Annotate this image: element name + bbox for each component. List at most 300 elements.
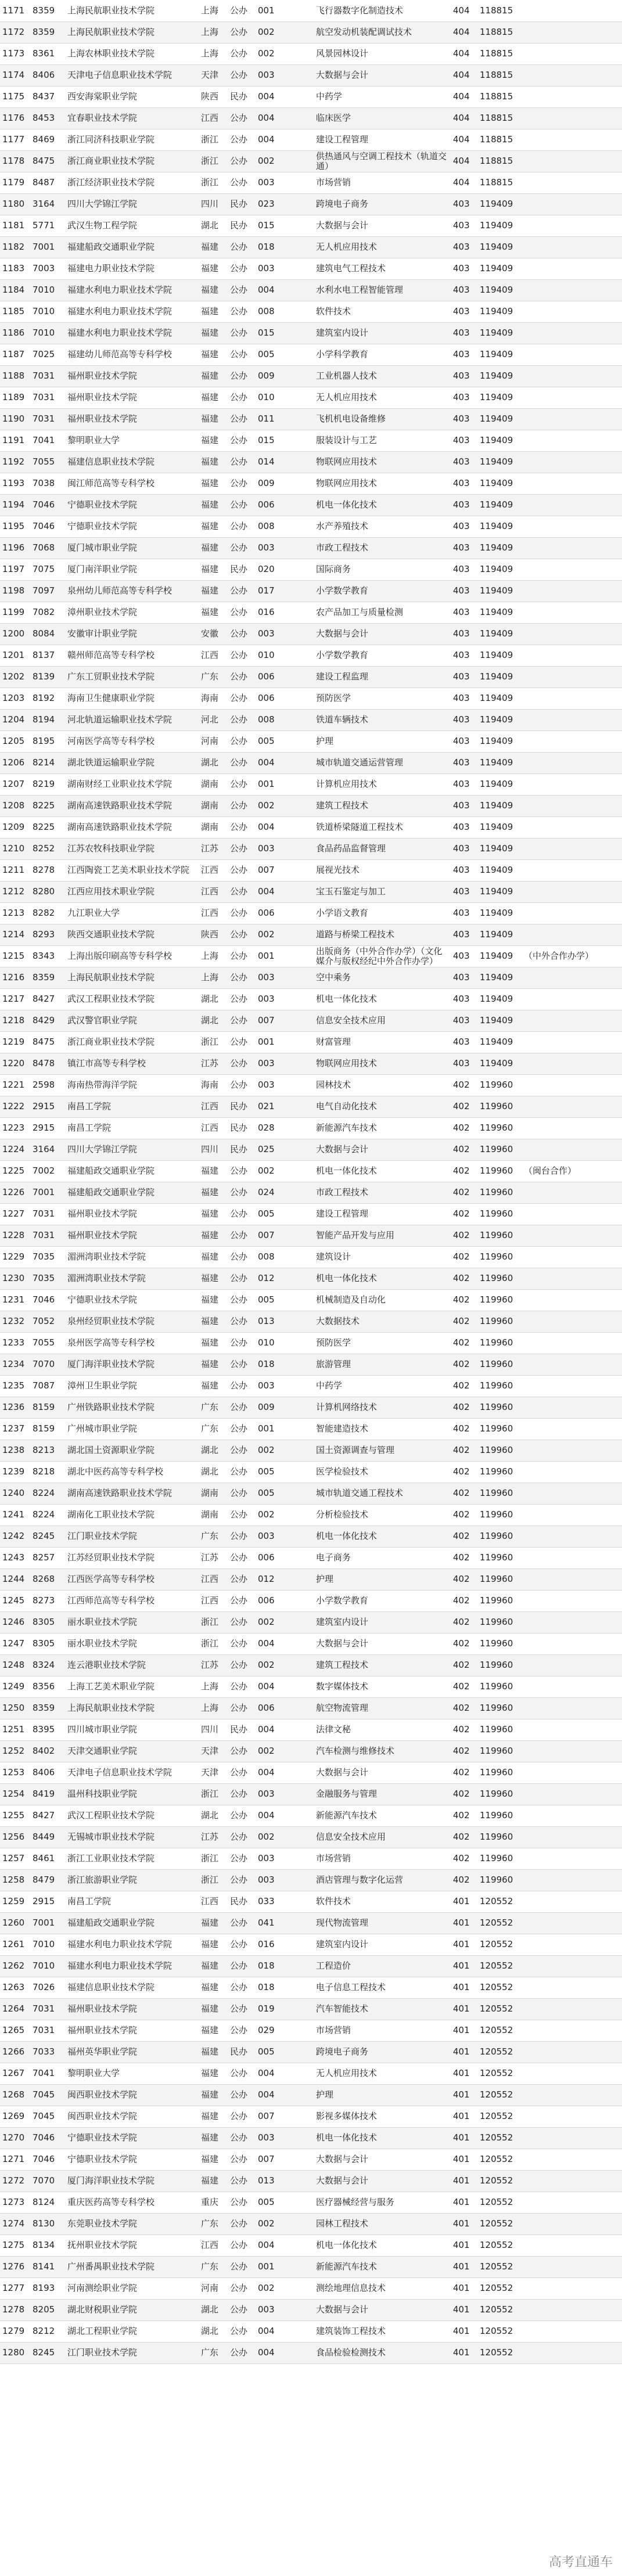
cell-ownership: 公办 (228, 408, 256, 430)
cell-school-code: 8141 (30, 2256, 65, 2278)
cell-note (522, 2256, 622, 2278)
cell-province: 湖北 (199, 215, 228, 236)
cell-ownership: 公办 (228, 2320, 256, 2342)
cell-province: 浙江 (199, 1848, 228, 1869)
cell-row-index: 1270 (0, 2127, 30, 2149)
cell-province: 江西 (199, 1117, 228, 1139)
cell-rank: 119409 (477, 988, 522, 1010)
cell-school-name: 湖北中医药高等专科学校 (65, 1461, 199, 1483)
cell-row-index: 1196 (0, 537, 30, 559)
cell-note (522, 1826, 622, 1848)
cell-school-name: 上海出版印刷高等专科学校 (65, 945, 199, 967)
cell-major-code: 001 (256, 1418, 314, 1440)
cell-row-index: 1218 (0, 1010, 30, 1031)
cell-major-name: 小学数学教育 (314, 645, 451, 666)
cell-major-code: 004 (256, 129, 314, 150)
cell-rank: 120552 (477, 2256, 522, 2278)
cell-row-index: 1256 (0, 1826, 30, 1848)
cell-school-name: 四川城市职业学院 (65, 1719, 199, 1740)
cell-major-name: 建设工程管理 (314, 129, 451, 150)
cell-school-code: 8124 (30, 2192, 65, 2213)
cell-province: 浙江 (199, 129, 228, 150)
cell-major-name: 飞行器数字化制造技术 (314, 0, 451, 21)
cell-school-code: 8361 (30, 43, 65, 64)
cell-school-code: 7068 (30, 537, 65, 559)
cell-major-code: 010 (256, 387, 314, 408)
cell-major-name: 汽车智能技术 (314, 1998, 451, 2020)
cell-school-name: 厦门南洋职业学院 (65, 559, 199, 580)
cell-school-name: 湖北国土资源职业学院 (65, 1440, 199, 1461)
cell-score: 401 (451, 2256, 477, 2278)
cell-province: 福建 (199, 258, 228, 279)
cell-ownership: 民办 (228, 86, 256, 107)
cell-province: 福建 (199, 1160, 228, 1182)
cell-score: 402 (451, 1848, 477, 1869)
cell-school-name: 赣州师范高等专科学校 (65, 645, 199, 666)
table-row (0, 1654, 622, 1676)
cell-province: 上海 (199, 1697, 228, 1719)
cell-note (522, 1934, 622, 1955)
cell-province: 江苏 (199, 1053, 228, 1074)
cell-province: 江西 (199, 859, 228, 881)
cell-rank: 119409 (477, 430, 522, 451)
cell-ownership: 公办 (228, 43, 256, 64)
cell-rank: 119409 (477, 731, 522, 752)
table-row (0, 2278, 622, 2299)
cell-row-index: 1216 (0, 967, 30, 988)
cell-school-name: 广州铁路职业技术学院 (65, 1397, 199, 1418)
cell-row-index: 1258 (0, 1869, 30, 1891)
cell-school-code: 7046 (30, 516, 65, 537)
cell-school-name: 广东工贸职业技术学院 (65, 666, 199, 688)
cell-school-code: 7031 (30, 408, 65, 430)
cell-major-code: 033 (256, 1891, 314, 1912)
cell-note (522, 709, 622, 731)
cell-province: 湖北 (199, 1805, 228, 1826)
cell-major-code: 003 (256, 1053, 314, 1074)
cell-major-name: 预防医学 (314, 1332, 451, 1354)
cell-score: 403 (451, 602, 477, 623)
cell-row-index: 1175 (0, 86, 30, 107)
cell-row-index: 1230 (0, 1268, 30, 1289)
cell-ownership: 公办 (228, 902, 256, 924)
cell-score: 402 (451, 1182, 477, 1203)
cell-major-code: 005 (256, 1289, 314, 1311)
cell-major-code: 002 (256, 1740, 314, 1762)
cell-major-name: 旅游管理 (314, 1354, 451, 1375)
cell-province: 福建 (199, 559, 228, 580)
cell-note (522, 795, 622, 816)
cell-ownership: 公办 (228, 1912, 256, 1934)
cell-school-name: 丽水职业技术学院 (65, 1611, 199, 1633)
cell-school-code: 8469 (30, 129, 65, 150)
cell-ownership: 公办 (228, 1160, 256, 1182)
cell-school-name: 上海民航职业技术学院 (65, 0, 199, 21)
cell-rank: 119960 (477, 1268, 522, 1289)
cell-note (522, 666, 622, 688)
cell-ownership: 公办 (228, 1504, 256, 1526)
cell-rank: 119409 (477, 773, 522, 795)
table-row (0, 688, 622, 709)
cell-score: 404 (451, 129, 477, 150)
cell-major-code: 004 (256, 2235, 314, 2256)
cell-row-index: 1252 (0, 1740, 30, 1762)
cell-school-name: 福州职业技术学院 (65, 408, 199, 430)
cell-note (522, 1869, 622, 1891)
table-row (0, 1461, 622, 1483)
cell-province: 广东 (199, 2256, 228, 2278)
watermark-text: 高考直通车 (548, 2555, 613, 2570)
cell-province: 广东 (199, 1418, 228, 1440)
cell-ownership: 公办 (228, 688, 256, 709)
cell-note (522, 1590, 622, 1611)
cell-note (522, 2127, 622, 2149)
cell-score: 403 (451, 451, 477, 473)
cell-note (522, 301, 622, 322)
cell-score: 402 (451, 1268, 477, 1289)
cell-row-index: 1232 (0, 1311, 30, 1332)
cell-school-code: 8245 (30, 2342, 65, 2363)
cell-province: 福建 (199, 1332, 228, 1354)
cell-ownership: 公办 (228, 1526, 256, 1547)
cell-province: 湖北 (199, 1010, 228, 1031)
cell-row-index: 1197 (0, 559, 30, 580)
cell-rank: 119960 (477, 1654, 522, 1676)
cell-major-name: 铁道桥梁隧道工程技术 (314, 816, 451, 838)
cell-ownership: 公办 (228, 1268, 256, 1289)
cell-major-name: 测绘地理信息技术 (314, 2278, 451, 2299)
table-row (0, 1268, 622, 1289)
cell-rank: 120552 (477, 2106, 522, 2127)
cell-ownership: 公办 (228, 2278, 256, 2299)
cell-school-code: 7035 (30, 1268, 65, 1289)
cell-note (522, 1568, 622, 1590)
cell-school-name: 湄洲湾职业技术学院 (65, 1268, 199, 1289)
cell-major-name: 机电一体化技术 (314, 988, 451, 1010)
cell-province: 福建 (199, 2020, 228, 2041)
cell-ownership: 公办 (228, 1611, 256, 1633)
cell-rank: 119960 (477, 1182, 522, 1203)
cell-ownership: 公办 (228, 344, 256, 365)
cell-major-code: 014 (256, 451, 314, 473)
cell-score: 403 (451, 688, 477, 709)
cell-score: 404 (451, 64, 477, 86)
table-row (0, 473, 622, 494)
cell-row-index: 1225 (0, 1160, 30, 1182)
cell-note (522, 1891, 622, 1912)
cell-ownership: 公办 (228, 473, 256, 494)
cell-major-code: 011 (256, 408, 314, 430)
cell-rank: 119960 (477, 1160, 522, 1182)
cell-note (522, 430, 622, 451)
cell-major-name: 影视多媒体技术 (314, 2106, 451, 2127)
cell-score: 403 (451, 279, 477, 301)
cell-school-name: 福建水利电力职业技术学院 (65, 1955, 199, 1977)
cell-score: 403 (451, 516, 477, 537)
cell-rank: 118815 (477, 129, 522, 150)
cell-major-code: 005 (256, 2192, 314, 2213)
cell-major-name: 建筑工程技术 (314, 1654, 451, 1676)
cell-rank: 119409 (477, 301, 522, 322)
cell-school-name: 福州职业技术学院 (65, 1998, 199, 2020)
cell-rank: 119960 (477, 1590, 522, 1611)
cell-school-name: 福建船政交通职业学院 (65, 236, 199, 258)
cell-school-code: 7087 (30, 1375, 65, 1397)
table-row (0, 1031, 622, 1053)
cell-major-code: 005 (256, 344, 314, 365)
cell-ownership: 公办 (228, 516, 256, 537)
cell-major-code: 001 (256, 2256, 314, 2278)
cell-school-name: 泉州医学高等专科学校 (65, 1332, 199, 1354)
cell-major-name: 机电一体化技术 (314, 2127, 451, 2149)
cell-school-name: 福州英华职业学院 (65, 2041, 199, 2063)
cell-school-code: 7041 (30, 2063, 65, 2084)
cell-note (522, 602, 622, 623)
cell-school-code: 8293 (30, 924, 65, 945)
cell-score: 401 (451, 2106, 477, 2127)
cell-row-index: 1260 (0, 1912, 30, 1934)
cell-school-name: 湖南高速铁路职业技术学院 (65, 795, 199, 816)
cell-score: 402 (451, 1160, 477, 1182)
cell-ownership: 公办 (228, 1311, 256, 1332)
cell-row-index: 1172 (0, 21, 30, 43)
cell-school-name: 海南卫生健康职业学院 (65, 688, 199, 709)
cell-score: 401 (451, 2020, 477, 2041)
cell-school-code: 8305 (30, 1633, 65, 1654)
cell-rank: 120552 (477, 2041, 522, 2063)
cell-row-index: 1211 (0, 859, 30, 881)
table-row (0, 1590, 622, 1611)
cell-school-name: 黎明职业大学 (65, 430, 199, 451)
table-row (0, 258, 622, 279)
cell-ownership: 公办 (228, 1697, 256, 1719)
table-row (0, 1225, 622, 1246)
cell-note (522, 1375, 622, 1397)
cell-rank: 119409 (477, 688, 522, 709)
cell-major-code: 002 (256, 1826, 314, 1848)
table-row (0, 709, 622, 731)
cell-province: 江西 (199, 1590, 228, 1611)
cell-note (522, 2299, 622, 2320)
cell-school-name: 天津电子信息职业技术学院 (65, 1762, 199, 1783)
cell-row-index: 1193 (0, 473, 30, 494)
cell-rank: 119409 (477, 924, 522, 945)
cell-rank: 119409 (477, 623, 522, 645)
cell-rank: 119960 (477, 1375, 522, 1397)
cell-province: 福建 (199, 1268, 228, 1289)
cell-score: 402 (451, 1869, 477, 1891)
cell-school-code: 7041 (30, 430, 65, 451)
cell-province: 江西 (199, 902, 228, 924)
cell-row-index: 1263 (0, 1977, 30, 1998)
cell-province: 浙江 (199, 1783, 228, 1805)
cell-score: 403 (451, 408, 477, 430)
cell-school-code: 8461 (30, 1848, 65, 1869)
table-row (0, 2020, 622, 2041)
cell-province: 陕西 (199, 86, 228, 107)
cell-school-code: 8406 (30, 1762, 65, 1783)
cell-note (522, 1654, 622, 1676)
cell-rank: 119960 (477, 1719, 522, 1740)
cell-rank: 119960 (477, 1225, 522, 1246)
cell-school-code: 8305 (30, 1611, 65, 1633)
cell-ownership: 公办 (228, 1934, 256, 1955)
table-row (0, 2127, 622, 2149)
cell-major-name: 建筑装饰工程技术 (314, 2320, 451, 2342)
cell-ownership: 公办 (228, 172, 256, 193)
cell-school-code: 7010 (30, 322, 65, 344)
cell-row-index: 1242 (0, 1526, 30, 1547)
cell-province: 福建 (199, 2041, 228, 2063)
cell-school-code: 8402 (30, 1740, 65, 1762)
cell-school-code: 7002 (30, 1160, 65, 1182)
cell-ownership: 公办 (228, 602, 256, 623)
cell-score: 403 (451, 859, 477, 881)
cell-school-name: 江苏经贸职业技术学院 (65, 1547, 199, 1568)
cell-major-code: 015 (256, 322, 314, 344)
cell-province: 福建 (199, 301, 228, 322)
cell-major-code: 006 (256, 494, 314, 516)
cell-ownership: 民办 (228, 215, 256, 236)
cell-province: 福建 (199, 473, 228, 494)
cell-province: 上海 (199, 43, 228, 64)
cell-rank: 120552 (477, 2192, 522, 2213)
cell-note (522, 2106, 622, 2127)
cell-major-code: 013 (256, 1311, 314, 1332)
cell-score: 403 (451, 1031, 477, 1053)
cell-major-code: 002 (256, 795, 314, 816)
cell-major-code: 004 (256, 1805, 314, 1826)
cell-row-index: 1272 (0, 2170, 30, 2192)
cell-school-name: 浙江经济职业技术学院 (65, 172, 199, 193)
cell-school-name: 江西师范高等专科学校 (65, 1590, 199, 1611)
cell-major-name: 宝玉石鉴定与加工 (314, 881, 451, 902)
cell-school-name: 福建水利电力职业技术学院 (65, 279, 199, 301)
cell-note (522, 1031, 622, 1053)
cell-note (522, 1225, 622, 1246)
cell-row-index: 1266 (0, 2041, 30, 2063)
cell-major-name: 大数据与会计 (314, 1633, 451, 1654)
cell-score: 403 (451, 322, 477, 344)
cell-note (522, 1289, 622, 1311)
cell-school-name: 福州职业技术学院 (65, 1225, 199, 1246)
cell-province: 福建 (199, 602, 228, 623)
cell-ownership: 公办 (228, 2106, 256, 2127)
cell-row-index: 1179 (0, 172, 30, 193)
cell-note (522, 129, 622, 150)
cell-ownership: 公办 (228, 1633, 256, 1654)
cell-major-name: 无人机应用技术 (314, 236, 451, 258)
cell-province: 江西 (199, 645, 228, 666)
cell-school-name: 福州职业技术学院 (65, 365, 199, 387)
cell-score: 403 (451, 752, 477, 773)
cell-major-name: 现代物流管理 (314, 1912, 451, 1934)
cell-row-index: 1239 (0, 1461, 30, 1483)
cell-score: 403 (451, 301, 477, 322)
cell-major-code: 006 (256, 666, 314, 688)
cell-major-name: 市政工程技术 (314, 537, 451, 559)
cell-major-name: 机电一体化技术 (314, 1268, 451, 1289)
table-row (0, 1848, 622, 1869)
cell-major-code: 041 (256, 1912, 314, 1934)
cell-school-code: 8268 (30, 1568, 65, 1590)
cell-school-name: 湖北铁道运输职业学院 (65, 752, 199, 773)
cell-major-name: 护理 (314, 2084, 451, 2106)
cell-note (522, 2063, 622, 2084)
cell-major-name: 物联网应用技术 (314, 451, 451, 473)
cell-ownership: 公办 (228, 580, 256, 602)
cell-major-name: 建设工程管理 (314, 1203, 451, 1225)
cell-ownership: 公办 (228, 731, 256, 752)
cell-school-name: 东莞职业技术学院 (65, 2213, 199, 2235)
cell-score: 401 (451, 1977, 477, 1998)
cell-major-code: 025 (256, 1139, 314, 1160)
table-row (0, 2149, 622, 2170)
cell-major-code: 006 (256, 1547, 314, 1568)
cell-rank: 120552 (477, 2084, 522, 2106)
cell-ownership: 公办 (228, 2084, 256, 2106)
cell-note (522, 1418, 622, 1440)
cell-row-index: 1275 (0, 2235, 30, 2256)
cell-major-code: 001 (256, 773, 314, 795)
cell-province: 安徽 (199, 623, 228, 645)
cell-major-name: 大数据与会计 (314, 215, 451, 236)
cell-note (522, 731, 622, 752)
cell-school-code: 8487 (30, 172, 65, 193)
cell-row-index: 1250 (0, 1697, 30, 1719)
cell-row-index: 1209 (0, 816, 30, 838)
cell-major-code: 003 (256, 838, 314, 859)
cell-score: 402 (451, 1483, 477, 1504)
cell-ownership: 民办 (228, 1891, 256, 1912)
cell-rank: 120552 (477, 2127, 522, 2149)
cell-score: 403 (451, 193, 477, 215)
cell-rank: 118815 (477, 43, 522, 64)
cell-row-index: 1190 (0, 408, 30, 430)
cell-row-index: 1271 (0, 2149, 30, 2170)
cell-school-code: 8257 (30, 1547, 65, 1568)
cell-major-name: 国土资源调查与管理 (314, 1440, 451, 1461)
table-row (0, 1934, 622, 1955)
cell-note (522, 1783, 622, 1805)
cell-score: 403 (451, 580, 477, 602)
table-row (0, 1526, 622, 1547)
cell-school-code: 8212 (30, 2320, 65, 2342)
cell-major-name: 电子商务 (314, 1547, 451, 1568)
cell-rank: 119960 (477, 1117, 522, 1139)
cell-major-name: 出版商务（中外合作办学）（文化媒介与版权经纪中外合作办学） (314, 945, 451, 967)
cell-row-index: 1177 (0, 129, 30, 150)
cell-province: 福建 (199, 1934, 228, 1955)
cell-note (522, 473, 622, 494)
cell-province: 福建 (199, 344, 228, 365)
cell-major-name: 供热通风与空调工程技术（轨道交通） (314, 150, 451, 172)
cell-school-name: 江苏农牧科技职业学院 (65, 838, 199, 859)
cell-rank: 119960 (477, 1826, 522, 1848)
table-row (0, 1719, 622, 1740)
cell-major-name: 汽车检测与维修技术 (314, 1740, 451, 1762)
cell-school-name: 湖北工程职业学院 (65, 2320, 199, 2342)
cell-major-code: 015 (256, 215, 314, 236)
cell-major-code: 004 (256, 2063, 314, 2084)
cell-ownership: 公办 (228, 1676, 256, 1697)
table-row (0, 902, 622, 924)
cell-rank: 119409 (477, 516, 522, 537)
cell-province: 江西 (199, 881, 228, 902)
cell-rank: 119409 (477, 537, 522, 559)
cell-major-code: 021 (256, 1096, 314, 1117)
cell-rank: 119960 (477, 1783, 522, 1805)
